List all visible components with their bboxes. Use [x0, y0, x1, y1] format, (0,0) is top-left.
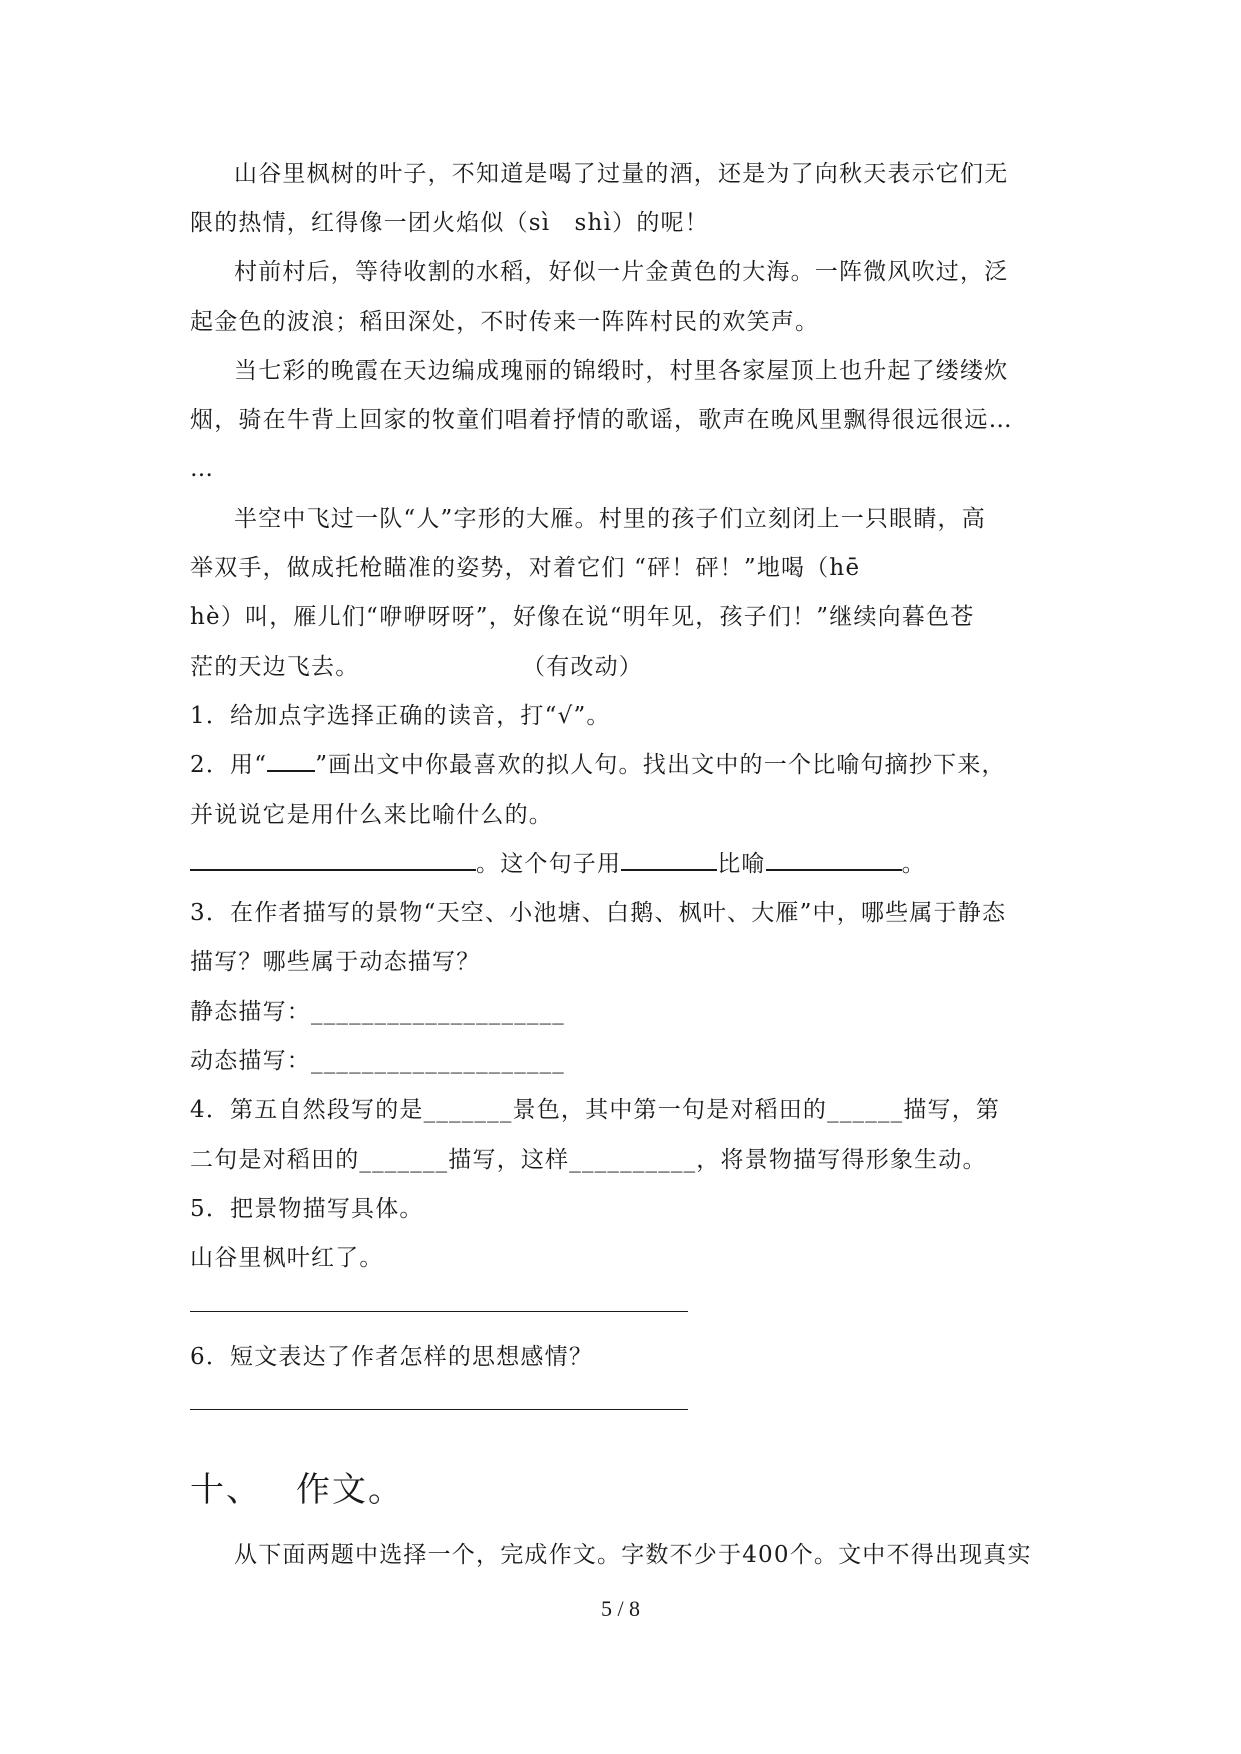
answer-text-c: 。 [901, 851, 926, 877]
paragraph-3-line-1: 当七彩的晚霞在天边编成瑰丽的锦缎时，村里各家屋顶上也升起了缕缕炊 [234, 358, 1009, 384]
section-number: 十、 [190, 1470, 262, 1510]
question-5-prompt: 山谷里枫叶红了。 [190, 1245, 384, 1271]
paragraph-3-line-3: … [190, 456, 215, 482]
paragraph-2-line-2: 起金色的波浪；稻田深处，不时传来一阵阵村民的欢笑声。 [190, 309, 820, 335]
question-6: 6．短文表达了作者怎样的思想感情？ [190, 1344, 594, 1370]
page-number: 5 / 8 [600, 1596, 641, 1621]
question-6-answer-rule[interactable] [190, 1409, 688, 1410]
paragraph-2-line-1: 村前村后，等待收割的水稻，好似一片金黄色的大海。一阵微风吹过，泛 [234, 259, 1009, 285]
section-heading [190, 1468, 404, 1512]
answer-blank-tenor[interactable] [766, 849, 902, 871]
question-5: 5．把景物描写具体。 [190, 1196, 424, 1222]
dynamic-description-field[interactable]: 动态描写：____________________ [190, 1048, 565, 1074]
paragraph-4-line-4: 茫的天边飞去。 [190, 654, 360, 680]
question-3-line-1: 3．在作者描写的景物“天空、小池塘、白鹅、枫叶、大雁”中，哪些属于静态 [190, 900, 1007, 926]
paragraph-1-line-1: 山谷里枫树的叶子，不知道是喝了过量的酒，还是为了向秋天表示它们无 [234, 161, 1009, 187]
question-4-line-2: 二句是对稻田的_______描写，这样__________，将景物描写得形象生动。 [190, 1147, 987, 1173]
source-note: （有改动） [522, 654, 643, 680]
question-2-line-1 [190, 750, 1006, 780]
answer-blank-sentence[interactable] [190, 849, 476, 871]
paragraph-4-line-1: 半空中飞过一队“人”字形的大雁。村里的孩子们立刻闭上一只眼睛，高 [234, 506, 986, 532]
static-description-field[interactable]: 静态描写：____________________ [190, 999, 565, 1025]
paragraph-4-line-2: 举双手，做成托枪瞄准的姿势，对着它们 “砰！砰！”地喝（hē [190, 555, 861, 581]
answer-text-b: 比喻 [717, 851, 766, 877]
paragraph-3-line-2: 烟，骑在牛背上回家的牧童们唱着抒情的歌谣，歌声在晚风里飘得很远很远… [190, 407, 1013, 433]
question-4-line-1: 4．第五自然段写的是_______景色，其中第一句是对稻田的______描写，第 [190, 1097, 1001, 1123]
underline-sample [267, 750, 315, 772]
question-5-answer-rule[interactable] [190, 1311, 688, 1312]
question-2-prefix: 2．用“ [190, 752, 268, 778]
answer-text-a: 。这个句子用 [476, 851, 622, 877]
answer-blank-vehicle[interactable] [621, 849, 717, 871]
question-2-answer-line [190, 849, 926, 879]
paragraph-4-line-3: hè）叫，雁儿们“咿咿呀呀”，好像在说“明年见，孩子们！”继续向暮色苍 [190, 604, 975, 630]
question-2-line-2: 并说说它是用什么来比喻什么的。 [190, 802, 553, 828]
question-1: 1．给加点字选择正确的读音，打“√”。 [190, 703, 611, 729]
section-title: 作文。 [296, 1470, 404, 1510]
paragraph-1-line-2: 限的热情，红得像一团火焰似（sì shì）的呢！ [190, 210, 709, 236]
composition-instructions: 从下面两题中选择一个，完成作文。字数不少于400个。文中不得出现真实 [234, 1542, 1032, 1568]
question-2-suffix: ”画出文中你最喜欢的拟人句。找出文中的一个比喻句摘抄下来， [315, 752, 1006, 778]
question-3-line-2: 描写？哪些属于动态描写？ [190, 949, 481, 975]
